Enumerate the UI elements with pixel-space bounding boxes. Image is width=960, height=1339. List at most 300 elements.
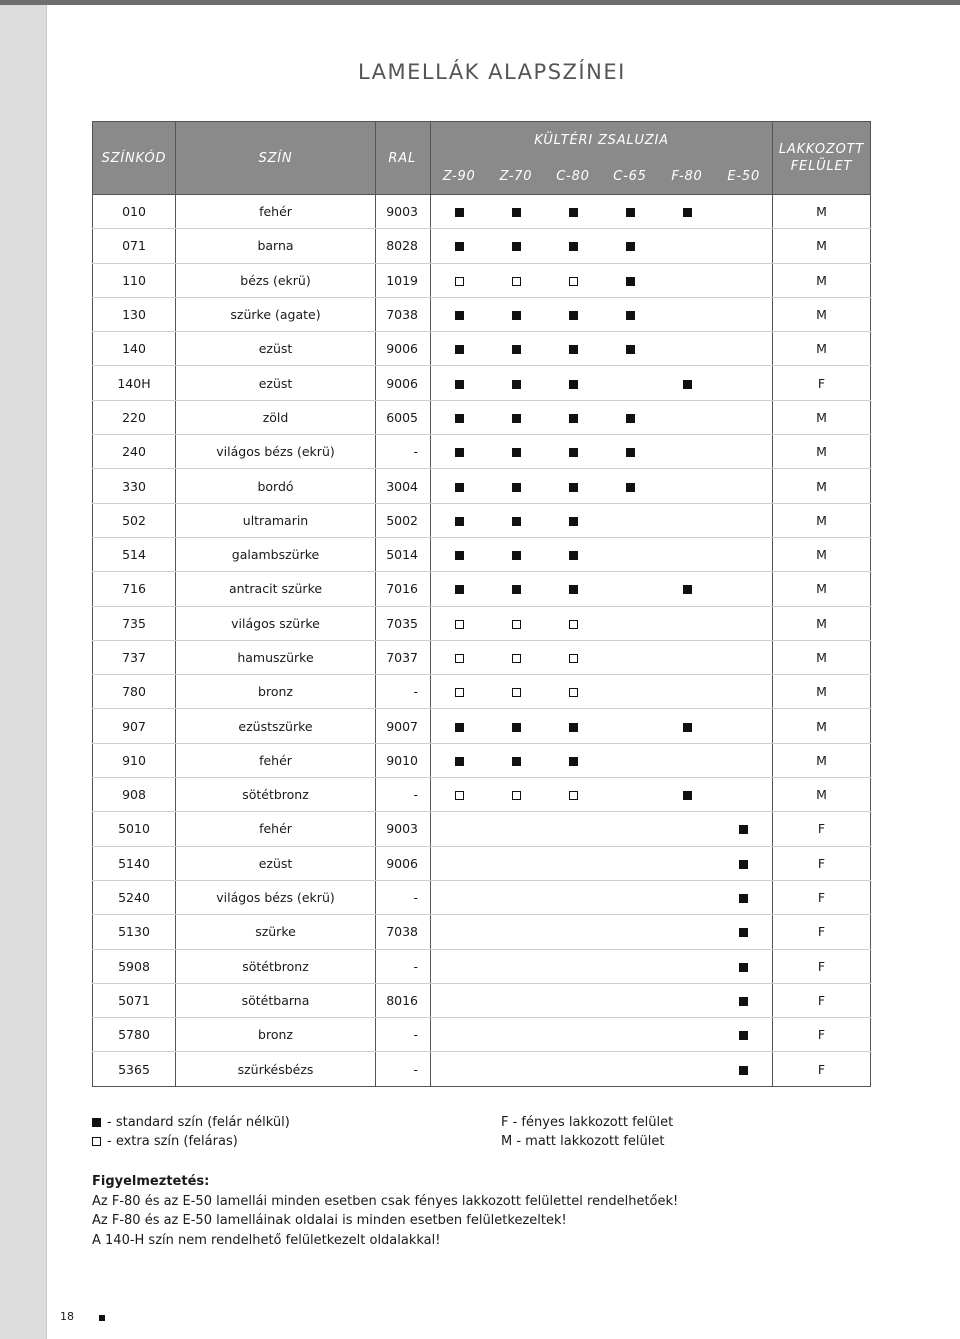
cell-availability xyxy=(431,812,488,846)
cell-availability xyxy=(431,983,488,1017)
standard-square-icon xyxy=(455,208,464,217)
cell-finish: M xyxy=(773,195,871,229)
cell-availability xyxy=(488,1052,545,1086)
standard-square-icon xyxy=(512,208,521,217)
table-row xyxy=(93,983,871,1017)
cell-availability xyxy=(431,846,488,880)
cell-code: 5240 xyxy=(93,880,176,914)
cell-code: 140H xyxy=(93,366,176,400)
page-mark-icon xyxy=(99,1315,105,1321)
cell-code: 908 xyxy=(93,778,176,812)
standard-square-icon xyxy=(739,825,748,834)
cell-availability xyxy=(545,297,602,331)
standard-square-icon xyxy=(739,860,748,869)
standard-square-icon xyxy=(569,585,578,594)
cell-ral: - xyxy=(376,1052,431,1086)
cell-ral: 7038 xyxy=(376,297,431,331)
standard-square-icon xyxy=(739,1066,748,1075)
cell-availability xyxy=(716,332,773,366)
cell-availability xyxy=(716,537,773,571)
cell-code: 240 xyxy=(93,435,176,469)
standard-square-icon xyxy=(512,345,521,354)
table-row xyxy=(93,435,871,469)
cell-availability xyxy=(602,332,659,366)
cell-availability xyxy=(545,503,602,537)
standard-square-icon xyxy=(455,757,464,766)
cell-ral: 9006 xyxy=(376,366,431,400)
cell-availability xyxy=(488,469,545,503)
cell-availability xyxy=(545,846,602,880)
cell-availability xyxy=(659,983,716,1017)
cell-availability xyxy=(545,640,602,674)
cell-availability xyxy=(488,880,545,914)
cell-finish: F xyxy=(773,915,871,949)
cell-availability xyxy=(602,400,659,434)
cell-availability xyxy=(659,400,716,434)
table-row xyxy=(93,572,871,606)
cell-availability xyxy=(716,572,773,606)
cell-availability xyxy=(716,229,773,263)
table-row xyxy=(93,915,871,949)
cell-ral: - xyxy=(376,435,431,469)
standard-square-icon xyxy=(569,208,578,217)
cell-availability xyxy=(545,332,602,366)
cell-ral: 7038 xyxy=(376,915,431,949)
cell-availability xyxy=(716,469,773,503)
cell-finish: F xyxy=(773,812,871,846)
table-row xyxy=(93,743,871,777)
cell-availability xyxy=(602,263,659,297)
cell-ral: - xyxy=(376,778,431,812)
cell-availability xyxy=(431,606,488,640)
table-body xyxy=(93,195,871,1087)
cell-finish: F xyxy=(773,1052,871,1086)
cell-availability xyxy=(602,435,659,469)
table-row xyxy=(93,366,871,400)
cell-finish: M xyxy=(773,263,871,297)
header-sub: C-65 xyxy=(602,158,659,195)
cell-availability xyxy=(602,469,659,503)
cell-name: antracit szürke xyxy=(176,572,376,606)
cell-availability xyxy=(602,537,659,571)
cell-availability xyxy=(431,400,488,434)
cell-availability xyxy=(659,503,716,537)
cell-name: bézs (ekrü) xyxy=(176,263,376,297)
cell-availability xyxy=(716,778,773,812)
cell-ral: 8016 xyxy=(376,983,431,1017)
cell-availability xyxy=(431,743,488,777)
cell-availability xyxy=(488,606,545,640)
cell-finish: M xyxy=(773,435,871,469)
table-row xyxy=(93,537,871,571)
cell-availability xyxy=(716,1018,773,1052)
header-sub: Z-90 xyxy=(431,158,488,195)
cell-availability xyxy=(545,709,602,743)
cell-finish: F xyxy=(773,1018,871,1052)
standard-square-icon xyxy=(512,311,521,320)
cell-finish: F xyxy=(773,949,871,983)
extra-square-icon xyxy=(455,791,464,800)
cell-availability xyxy=(602,1052,659,1086)
cell-code: 110 xyxy=(93,263,176,297)
cell-availability xyxy=(716,195,773,229)
cell-ral: - xyxy=(376,675,431,709)
cell-code: 010 xyxy=(93,195,176,229)
standard-square-icon xyxy=(92,1118,101,1127)
cell-availability xyxy=(488,435,545,469)
cell-availability xyxy=(545,229,602,263)
warning-line: Az F-80 és az E-50 lamelláinak oldalai is minden esetben felületkezeltek! xyxy=(92,1213,567,1228)
standard-square-icon xyxy=(626,448,635,457)
cell-name: ezüst xyxy=(176,332,376,366)
extra-square-icon xyxy=(569,688,578,697)
legend-extra xyxy=(92,1132,290,1151)
standard-square-icon xyxy=(683,723,692,732)
extra-square-icon xyxy=(569,791,578,800)
standard-square-icon xyxy=(569,757,578,766)
cell-ral: 5002 xyxy=(376,503,431,537)
cell-availability xyxy=(716,880,773,914)
cell-availability xyxy=(602,880,659,914)
cell-availability xyxy=(716,435,773,469)
cell-availability xyxy=(488,537,545,571)
standard-square-icon xyxy=(739,928,748,937)
cell-code: 071 xyxy=(93,229,176,263)
cell-availability xyxy=(659,915,716,949)
cell-availability xyxy=(659,229,716,263)
cell-availability xyxy=(488,675,545,709)
cell-availability xyxy=(716,983,773,1017)
extra-square-icon xyxy=(512,688,521,697)
cell-availability xyxy=(545,1052,602,1086)
table-row xyxy=(93,400,871,434)
cell-code: 780 xyxy=(93,675,176,709)
cell-ral: 9010 xyxy=(376,743,431,777)
cell-availability xyxy=(602,1018,659,1052)
cell-availability xyxy=(716,503,773,537)
legend-extra-text: - extra szín (feláras) xyxy=(107,1134,238,1149)
standard-square-icon xyxy=(626,277,635,286)
cell-name: bronz xyxy=(176,1018,376,1052)
cell-ral: - xyxy=(376,1018,431,1052)
cell-code: 907 xyxy=(93,709,176,743)
standard-square-icon xyxy=(683,585,692,594)
cell-availability xyxy=(431,297,488,331)
table-row xyxy=(93,675,871,709)
cell-availability xyxy=(602,640,659,674)
cell-ral: 6005 xyxy=(376,400,431,434)
cell-availability xyxy=(602,229,659,263)
cell-availability xyxy=(659,297,716,331)
extra-square-icon xyxy=(512,654,521,663)
header-sub: Z-70 xyxy=(488,158,545,195)
standard-square-icon xyxy=(626,242,635,251)
cell-name: hamuszürke xyxy=(176,640,376,674)
extra-square-icon xyxy=(455,277,464,286)
cell-availability xyxy=(659,675,716,709)
standard-square-icon xyxy=(512,757,521,766)
cell-availability xyxy=(545,983,602,1017)
standard-square-icon xyxy=(683,791,692,800)
cell-ral: - xyxy=(376,880,431,914)
extra-square-icon xyxy=(455,620,464,629)
cell-availability xyxy=(716,640,773,674)
cell-code: 130 xyxy=(93,297,176,331)
standard-square-icon xyxy=(512,517,521,526)
cell-availability xyxy=(488,572,545,606)
cell-name: fehér xyxy=(176,812,376,846)
cell-availability xyxy=(716,366,773,400)
cell-availability xyxy=(488,846,545,880)
cell-availability xyxy=(431,263,488,297)
cell-code: 502 xyxy=(93,503,176,537)
cell-availability xyxy=(488,366,545,400)
cell-name: világos bézs (ekrü) xyxy=(176,435,376,469)
cell-availability xyxy=(716,915,773,949)
cell-name: fehér xyxy=(176,195,376,229)
header-sub: F-80 xyxy=(659,158,716,195)
cell-availability xyxy=(659,435,716,469)
standard-square-icon xyxy=(512,242,521,251)
legend-standard xyxy=(92,1113,290,1132)
cell-availability xyxy=(431,469,488,503)
standard-square-icon xyxy=(455,311,464,320)
cell-availability xyxy=(659,195,716,229)
cell-finish: M xyxy=(773,606,871,640)
standard-square-icon xyxy=(455,448,464,457)
cell-code: 5780 xyxy=(93,1018,176,1052)
cell-name: fehér xyxy=(176,743,376,777)
cell-finish: M xyxy=(773,709,871,743)
header-sub: C-80 xyxy=(545,158,602,195)
standard-square-icon xyxy=(739,963,748,972)
cell-availability xyxy=(659,880,716,914)
table-row xyxy=(93,469,871,503)
standard-square-icon xyxy=(512,585,521,594)
cell-availability xyxy=(431,778,488,812)
extra-square-icon xyxy=(569,654,578,663)
cell-availability xyxy=(545,435,602,469)
cell-availability xyxy=(488,949,545,983)
cell-availability xyxy=(602,195,659,229)
cell-availability xyxy=(602,778,659,812)
cell-availability xyxy=(602,709,659,743)
standard-square-icon xyxy=(569,517,578,526)
cell-availability xyxy=(659,812,716,846)
page-number: 18 xyxy=(60,1310,74,1323)
table-row xyxy=(93,606,871,640)
cell-availability xyxy=(545,1018,602,1052)
cell-availability xyxy=(545,537,602,571)
cell-finish: F xyxy=(773,846,871,880)
standard-square-icon xyxy=(683,380,692,389)
cell-ral: 7016 xyxy=(376,572,431,606)
cell-name: bronz xyxy=(176,675,376,709)
cell-ral: 9003 xyxy=(376,812,431,846)
warning-notes xyxy=(92,1172,678,1250)
cell-name: világos szürke xyxy=(176,606,376,640)
cell-availability xyxy=(659,332,716,366)
table-row xyxy=(93,880,871,914)
cell-availability xyxy=(602,743,659,777)
warning-heading: Figyelmeztetés: xyxy=(92,1174,210,1189)
legend-standard-text: - standard szín (felár nélkül) xyxy=(107,1115,290,1130)
standard-square-icon xyxy=(512,380,521,389)
cell-finish: M xyxy=(773,743,871,777)
cell-name: szürke xyxy=(176,915,376,949)
left-margin-band xyxy=(0,5,47,1339)
cell-availability xyxy=(488,778,545,812)
header-name: SZÍN xyxy=(176,122,376,195)
cell-finish: M xyxy=(773,469,871,503)
cell-ral: 1019 xyxy=(376,263,431,297)
table-header xyxy=(93,122,871,195)
cell-availability xyxy=(545,915,602,949)
cell-availability xyxy=(716,709,773,743)
cell-availability xyxy=(431,915,488,949)
cell-availability xyxy=(659,949,716,983)
cell-availability xyxy=(545,675,602,709)
cell-availability xyxy=(545,366,602,400)
cell-code: 5010 xyxy=(93,812,176,846)
cell-availability xyxy=(659,640,716,674)
cell-availability xyxy=(659,572,716,606)
table-row xyxy=(93,229,871,263)
cell-availability xyxy=(602,366,659,400)
cell-name: zöld xyxy=(176,400,376,434)
cell-finish: F xyxy=(773,366,871,400)
header-ral: RAL xyxy=(376,122,431,195)
cell-name: bordó xyxy=(176,469,376,503)
cell-name: ezüstszürke xyxy=(176,709,376,743)
cell-availability xyxy=(602,572,659,606)
cell-availability xyxy=(488,400,545,434)
standard-square-icon xyxy=(455,723,464,732)
table-row xyxy=(93,503,871,537)
cell-availability xyxy=(602,812,659,846)
cell-finish: M xyxy=(773,537,871,571)
extra-square-icon xyxy=(92,1137,101,1146)
standard-square-icon xyxy=(512,551,521,560)
cell-availability xyxy=(659,1018,716,1052)
cell-availability xyxy=(659,537,716,571)
standard-square-icon xyxy=(569,448,578,457)
cell-name: sötétbarna xyxy=(176,983,376,1017)
cell-availability xyxy=(602,675,659,709)
cell-availability xyxy=(545,195,602,229)
cell-availability xyxy=(659,743,716,777)
cell-name: ezüst xyxy=(176,366,376,400)
cell-availability xyxy=(545,263,602,297)
cell-availability xyxy=(488,503,545,537)
standard-square-icon xyxy=(569,345,578,354)
cell-ral: 7037 xyxy=(376,640,431,674)
standard-square-icon xyxy=(455,414,464,423)
cell-finish: F xyxy=(773,983,871,1017)
cell-availability xyxy=(545,572,602,606)
standard-square-icon xyxy=(455,551,464,560)
standard-square-icon xyxy=(512,483,521,492)
cell-availability xyxy=(431,537,488,571)
cell-finish: M xyxy=(773,572,871,606)
cell-availability xyxy=(716,743,773,777)
extra-square-icon xyxy=(455,688,464,697)
table-row xyxy=(93,778,871,812)
standard-square-icon xyxy=(512,723,521,732)
cell-availability xyxy=(488,983,545,1017)
cell-availability xyxy=(545,606,602,640)
table-row xyxy=(93,640,871,674)
cell-finish: M xyxy=(773,400,871,434)
cell-code: 910 xyxy=(93,743,176,777)
cell-availability xyxy=(545,469,602,503)
cell-availability xyxy=(545,743,602,777)
cell-availability xyxy=(545,400,602,434)
cell-availability xyxy=(431,366,488,400)
cell-availability xyxy=(716,400,773,434)
cell-code: 5365 xyxy=(93,1052,176,1086)
extra-square-icon xyxy=(455,654,464,663)
cell-availability xyxy=(602,503,659,537)
header-finish: LAKKOZOTT FELÜLET xyxy=(773,122,871,195)
cell-code: 737 xyxy=(93,640,176,674)
cell-availability xyxy=(716,297,773,331)
cell-code: 220 xyxy=(93,400,176,434)
legend-gloss: F - fényes lakkozott felület xyxy=(501,1115,674,1130)
legend-left xyxy=(92,1113,290,1151)
top-bar xyxy=(0,0,960,5)
header-sub: E-50 xyxy=(716,158,773,195)
cell-availability xyxy=(659,606,716,640)
cell-finish: M xyxy=(773,778,871,812)
cell-availability xyxy=(488,297,545,331)
cell-availability xyxy=(659,846,716,880)
cell-code: 5130 xyxy=(93,915,176,949)
standard-square-icon xyxy=(569,242,578,251)
cell-ral: 9007 xyxy=(376,709,431,743)
header-code: SZÍNKÓD xyxy=(93,122,176,195)
cell-finish: F xyxy=(773,880,871,914)
table-row xyxy=(93,332,871,366)
header-group: KÜLTÉRI ZSALUZIA xyxy=(431,122,773,159)
standard-square-icon xyxy=(512,448,521,457)
warning-line: Az F-80 és az E-50 lamellái minden esetben csak fényes lakkozott felülettel rendelhetőek! xyxy=(92,1193,679,1209)
standard-square-icon xyxy=(569,483,578,492)
cell-availability xyxy=(545,778,602,812)
extra-square-icon xyxy=(569,620,578,629)
legend-right xyxy=(501,1113,673,1151)
cell-name: sötétbronz xyxy=(176,949,376,983)
cell-availability xyxy=(716,812,773,846)
cell-availability xyxy=(716,606,773,640)
extra-square-icon xyxy=(569,277,578,286)
cell-availability xyxy=(488,332,545,366)
standard-square-icon xyxy=(455,483,464,492)
cell-availability xyxy=(431,1018,488,1052)
table-row xyxy=(93,297,871,331)
cell-name: ezüst xyxy=(176,846,376,880)
cell-finish: M xyxy=(773,332,871,366)
page-title: LAMELLÁK ALAPSZÍNEI xyxy=(358,60,626,84)
table-row xyxy=(93,812,871,846)
cell-name: szürke (agate) xyxy=(176,297,376,331)
cell-code: 514 xyxy=(93,537,176,571)
cell-availability xyxy=(431,229,488,263)
standard-square-icon xyxy=(569,723,578,732)
cell-ral: 9003 xyxy=(376,195,431,229)
cell-availability xyxy=(659,263,716,297)
cell-availability xyxy=(602,846,659,880)
